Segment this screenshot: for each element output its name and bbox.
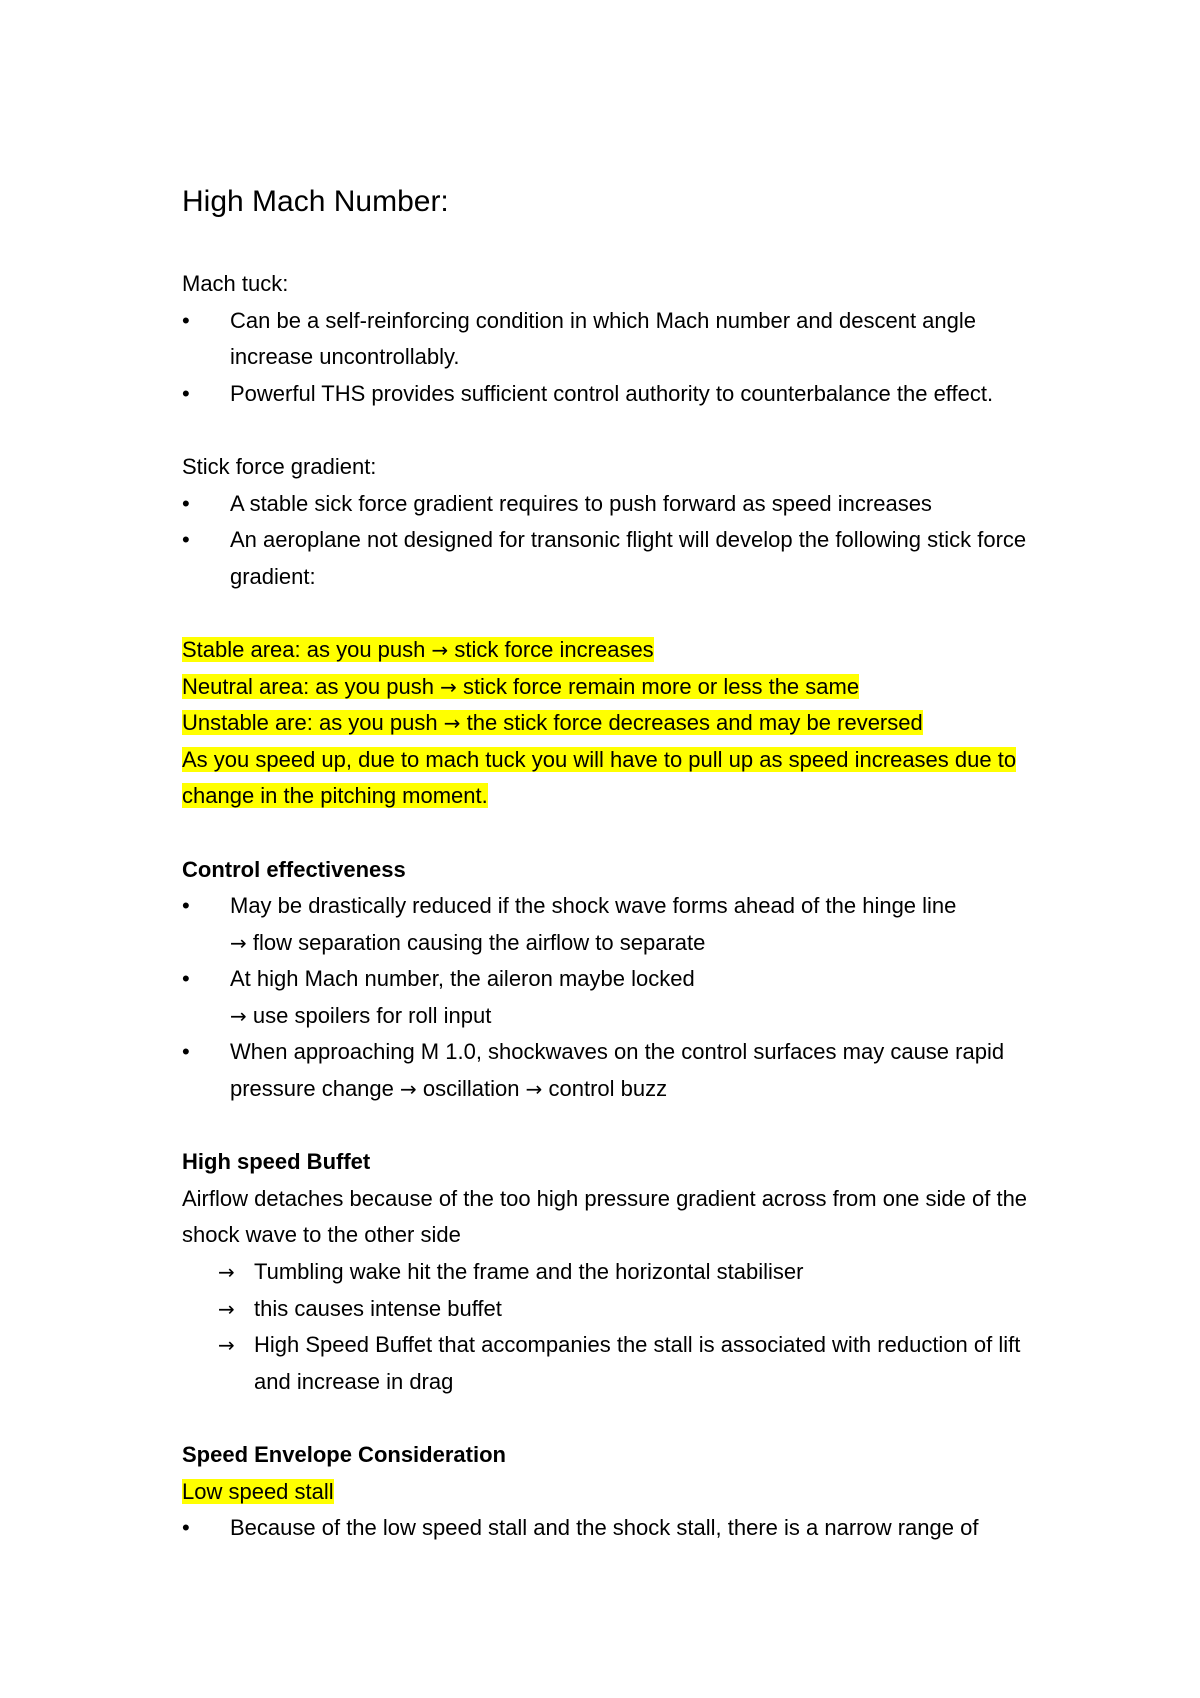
low-speed-stall-label: Low speed stall — [182, 1478, 334, 1504]
buffet-text: Airflow detaches because of the too high pressure gradient across from one side of the shock wave to the other side — [182, 1185, 1028, 1248]
arrow-right-icon: → — [218, 1296, 235, 1321]
sub-point: → flow separation causing the airflow to separate — [230, 929, 706, 955]
bullet-icon: • — [182, 893, 190, 919]
bullet-icon: • — [182, 527, 190, 553]
highlight-speedup: As you speed up, due to mach tuck you will have to pull up as speed increases due to change in the pitching moment. — [182, 746, 1017, 809]
spacer — [182, 1108, 1062, 1145]
list-item: • When approaching M 1.0, shockwaves on the control surfaces may cause rapid pressure change → oscillation → control buzz — [182, 1034, 1062, 1107]
control-effectiveness-heading: Control effectiveness — [182, 856, 406, 882]
stick-force-list — [182, 486, 1062, 596]
arrow-right-icon: → — [218, 1333, 235, 1358]
arrow-right-icon: → — [230, 1003, 247, 1028]
list-item: → this causes intense buffet — [182, 1291, 1062, 1328]
arrow-right-icon: → — [400, 1077, 417, 1102]
bullet-icon: • — [182, 490, 190, 516]
arrow-right-icon: → — [218, 1260, 235, 1285]
high-speed-buffet-heading: High speed Buffet — [182, 1149, 371, 1175]
mach-tuck-list — [182, 303, 1062, 413]
stick-force-label: Stick force gradient: — [182, 453, 377, 479]
mach-tuck-label: Mach tuck: — [182, 271, 289, 296]
list-item: • Because of the low speed stall and the shock stall, there is a narrow range of — [182, 1510, 1062, 1547]
highlight-neutral: Neutral area: as you push → stick force remain more or less the same — [182, 673, 860, 699]
bullet-icon: • — [182, 1515, 190, 1541]
spacer — [182, 412, 1062, 449]
bullet-icon: • — [182, 380, 190, 406]
list-item: • An aeroplane not designed for transonic flight will develop the following stick force gradient: — [182, 522, 1062, 595]
bullet-icon: • — [182, 1039, 190, 1065]
document-content — [182, 178, 1062, 1547]
list-item: → High Speed Buffet that accompanies the stall is associated with reduction of lift and increase in drag — [182, 1327, 1062, 1400]
arrow-right-icon: → — [431, 637, 449, 662]
list-item: • Can be a self-reinforcing condition in which Mach number and descent angle increase uncontrollably. — [182, 303, 1062, 376]
highlight-unstable: Unstable are: as you push → the stick force decreases and may be reversed — [182, 710, 923, 736]
envelope-list — [182, 1510, 1062, 1547]
spacer — [182, 1400, 1062, 1437]
list-item: • May be drastically reduced if the shock wave forms ahead of the hinge line → flow separation causing the airflow to separate — [182, 888, 1062, 961]
control-list — [182, 888, 1062, 1108]
bullet-icon: • — [182, 966, 190, 992]
arrow-right-icon: → — [440, 674, 457, 699]
sub-point: → use spoilers for roll input — [230, 1002, 492, 1028]
spacer — [182, 595, 1062, 632]
list-item: → Tumbling wake hit the frame and the horizontal stabiliser — [182, 1254, 1062, 1291]
list-item: • Powerful THS provides sufficient control authority to counterbalance the effect. — [182, 376, 1062, 413]
arrow-right-icon: → — [525, 1077, 543, 1102]
highlight-stable: Stable area: as you push → stick force increases — [182, 636, 654, 662]
list-item: • A stable sick force gradient requires to push forward as speed increases — [182, 486, 1062, 523]
buffet-list — [182, 1254, 1062, 1400]
bullet-icon: • — [182, 307, 190, 333]
speed-envelope-heading: Speed Envelope Consideration — [182, 1442, 506, 1467]
arrow-right-icon: → — [230, 930, 247, 955]
page-title: High Mach Number: — [182, 185, 449, 218]
spacer — [182, 815, 1062, 852]
list-item: • At high Mach number, the aileron maybe locked → use spoilers for roll input — [182, 961, 1062, 1034]
arrow-right-icon: → — [443, 711, 461, 736]
